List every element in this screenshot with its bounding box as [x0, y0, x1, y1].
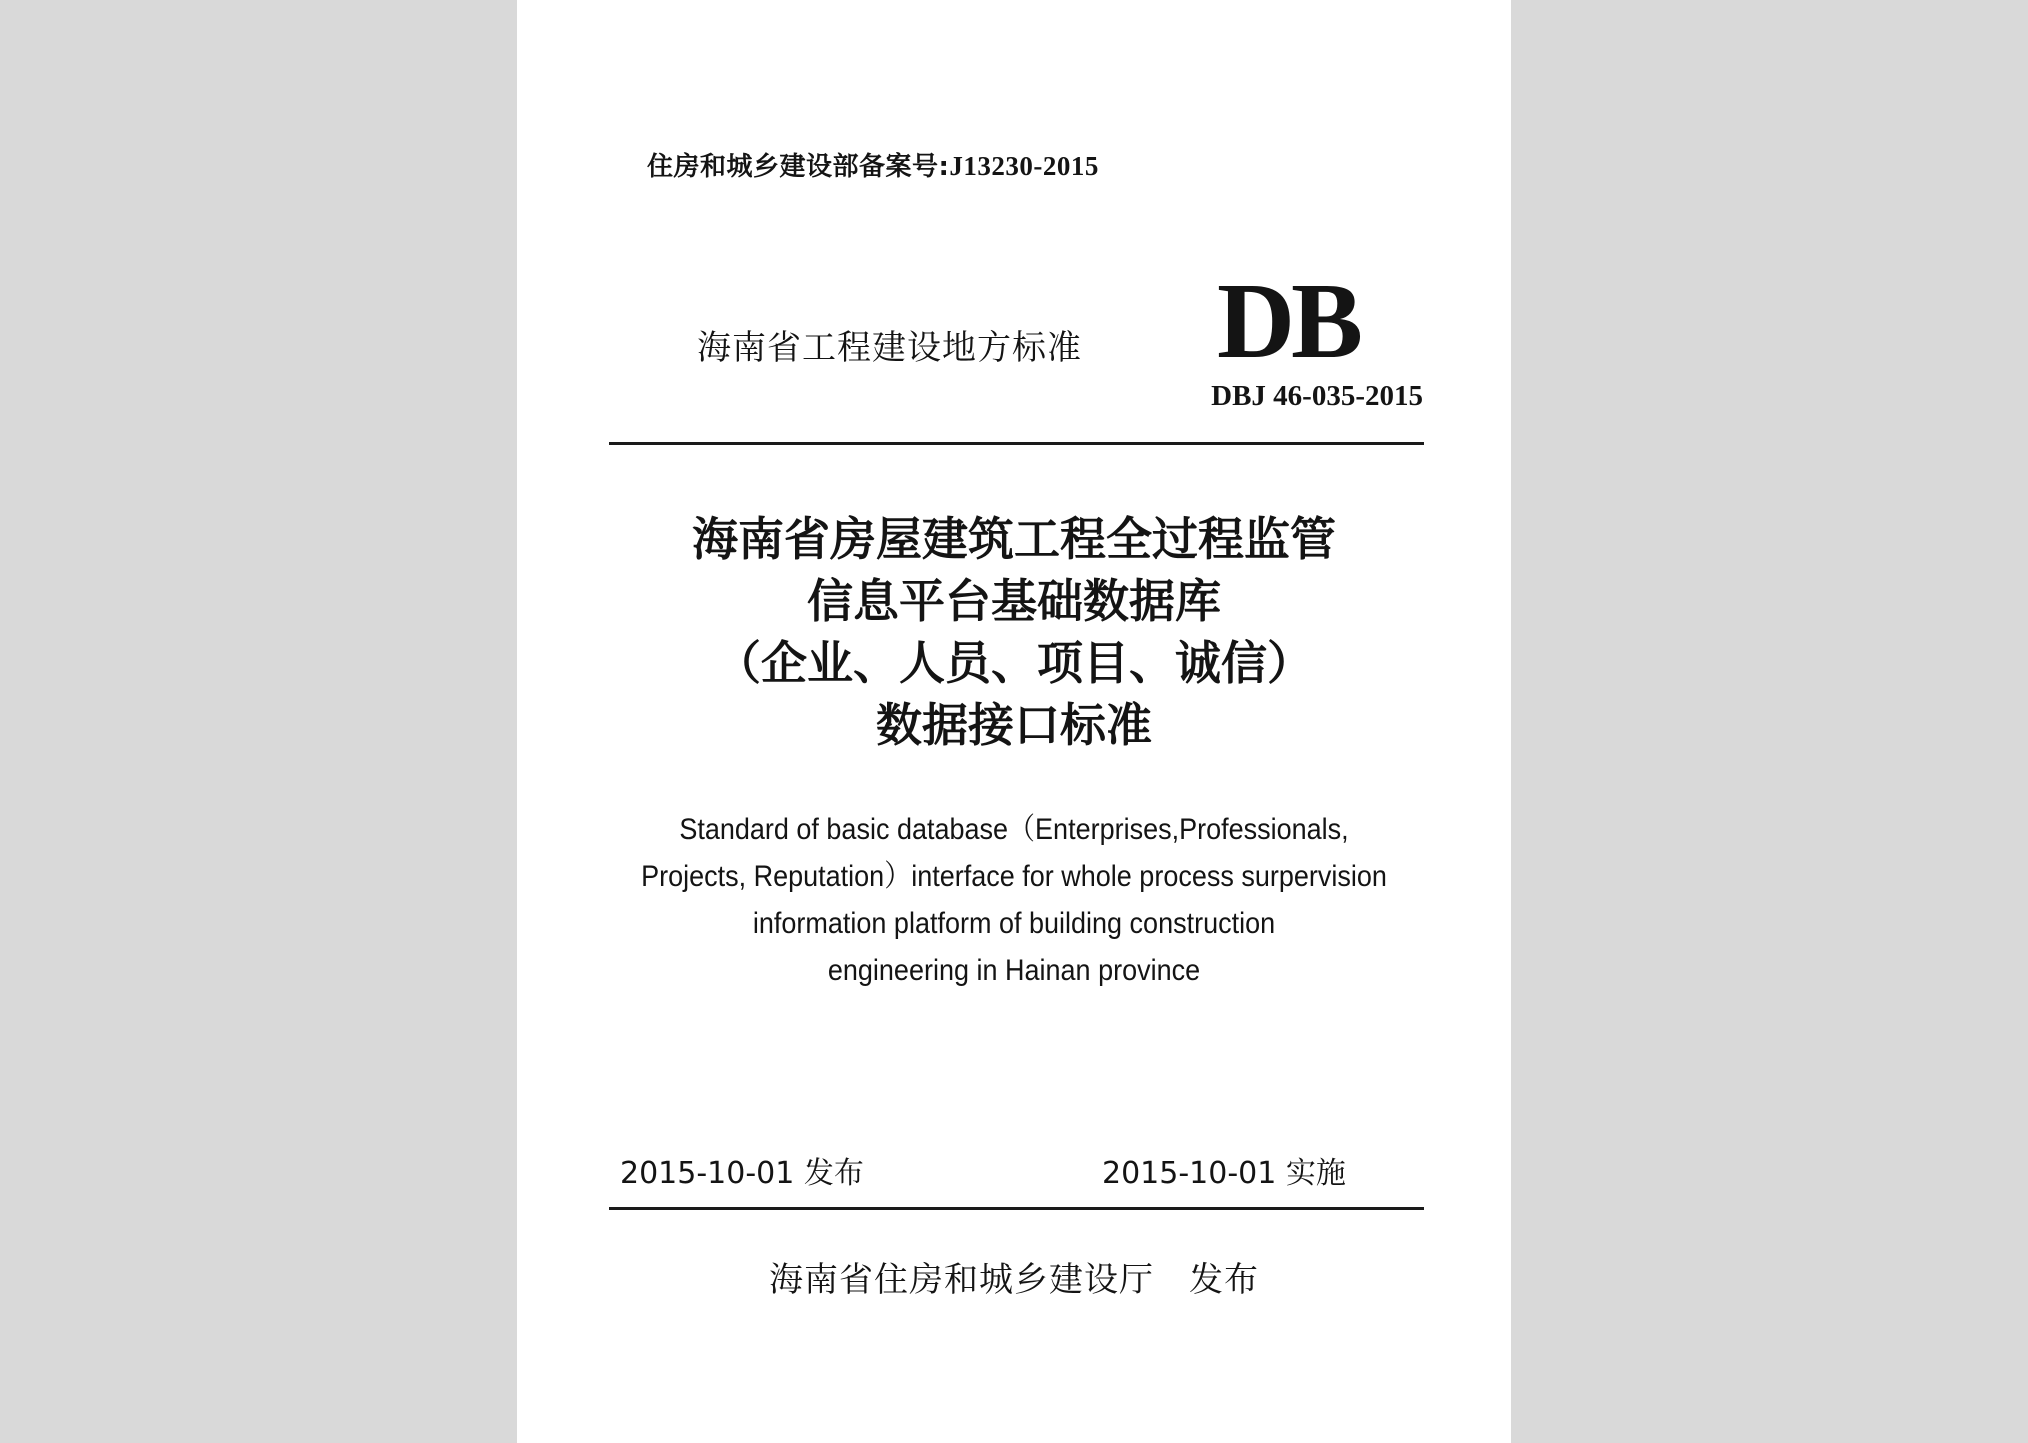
implement-date: 2015-10-01 实施 [1102, 1156, 1346, 1191]
standard-category: 海南省工程建设地方标准 [697, 328, 1082, 368]
title-cn-line: 信息平台基础数据库 [807, 574, 1221, 628]
title-en-line: information platform of building construction [752, 907, 1276, 940]
publisher: 海南省住房和城乡建设厅 发布 [769, 1260, 1259, 1300]
filing-label: 住房和城乡建设部备案号: [647, 152, 950, 182]
title-cn-line: 海南省房屋建筑工程全过程监管 [692, 512, 1336, 566]
document-page [517, 0, 1511, 1443]
issue-date: 2015-10-01 发布 [620, 1156, 864, 1191]
title-cn-line: 数据接口标准 [876, 698, 1152, 752]
title-en-line: engineering in Hainan province [827, 954, 1201, 987]
db-mark: DB [1217, 262, 1360, 381]
bottom-divider [609, 1207, 1424, 1210]
title-en-line: Projects, Reputation）interface for whole process surpervision [641, 860, 1387, 893]
filing-number [647, 146, 1099, 183]
title-en-line: Standard of basic database（Enterprises,Professionals, [679, 813, 1349, 846]
filing-code: J13230-2015 [949, 151, 1099, 181]
title-english [517, 806, 1511, 994]
title-cn-line: （企业、人员、项目、诚信） [715, 636, 1313, 690]
title-chinese [517, 508, 1511, 756]
top-divider [609, 442, 1424, 445]
standard-number: DBJ 46-035-2015 [1211, 380, 1423, 412]
